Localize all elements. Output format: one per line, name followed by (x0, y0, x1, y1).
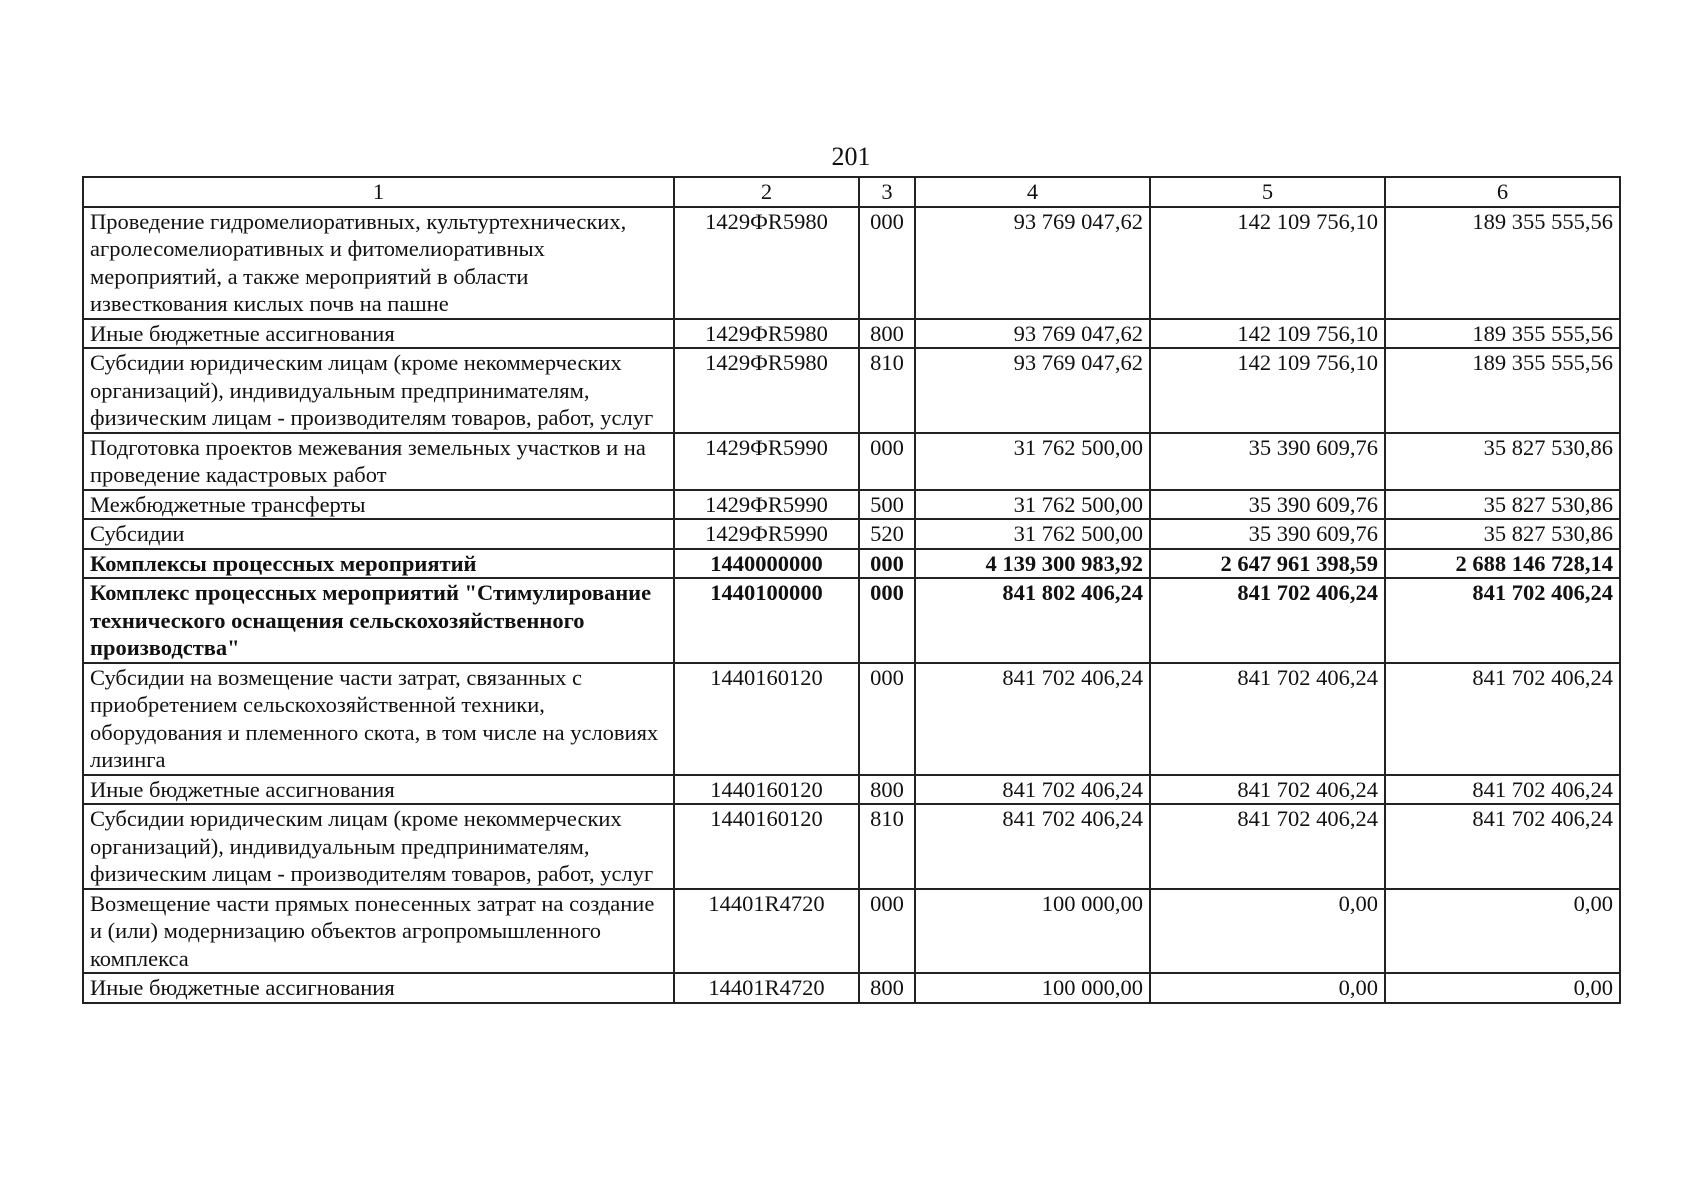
table-row (83, 804, 1620, 889)
table-row (83, 775, 1620, 805)
row-value-col4: 93 769 047,62 (915, 319, 1150, 349)
row-value-col5: 841 702 406,24 (1150, 775, 1385, 805)
row-value-col6: 189 355 555,56 (1385, 319, 1620, 349)
row-name: Межбюджетные трансферты (83, 490, 674, 520)
row-expense-type: 000 (859, 549, 915, 579)
row-value-col4: 93 769 047,62 (915, 348, 1150, 433)
row-name: Субсидии юридическим лицам (кроме некоммерческих организаций), индивидуальным предпринимателям, физическим лицам - производителям товаров, работ, услуг (83, 348, 674, 433)
row-value-col6: 0,00 (1385, 889, 1620, 974)
row-value-col5: 142 109 756,10 (1150, 207, 1385, 319)
table-row (83, 549, 1620, 579)
budget-table (82, 176, 1621, 1004)
row-value-col6: 35 827 530,86 (1385, 519, 1620, 549)
row-value-col5: 0,00 (1150, 889, 1385, 974)
row-name: Возмещение части прямых понесенных затрат на создание и (или) модернизацию объектов агропромышленного комплекса (83, 889, 674, 974)
row-name: Субсидии (83, 519, 674, 549)
row-value-col6: 189 355 555,56 (1385, 207, 1620, 319)
row-value-col5: 35 390 609,76 (1150, 433, 1385, 490)
row-value-col6: 841 702 406,24 (1385, 578, 1620, 663)
row-expense-type: 000 (859, 663, 915, 775)
header-col-6: 6 (1385, 177, 1620, 207)
row-value-col4: 4 139 300 983,92 (915, 549, 1150, 579)
header-col-4: 4 (915, 177, 1150, 207)
header-col-5: 5 (1150, 177, 1385, 207)
row-value-col6: 35 827 530,86 (1385, 433, 1620, 490)
row-expense-type: 800 (859, 775, 915, 805)
row-value-col5: 2 647 961 398,59 (1150, 549, 1385, 579)
row-expense-type: 800 (859, 319, 915, 349)
table-row (83, 207, 1620, 319)
row-code: 1429ФR5980 (674, 207, 859, 319)
row-name: Иные бюджетные ассигнования (83, 973, 674, 1003)
row-code: 1429ФR5980 (674, 319, 859, 349)
row-expense-type: 520 (859, 519, 915, 549)
row-name: Комплекс процессных мероприятий "Стимулирование технического оснащения сельскохозяйственного производства" (83, 578, 674, 663)
table-row (83, 578, 1620, 663)
table-row (83, 348, 1620, 433)
row-value-col4: 31 762 500,00 (915, 433, 1150, 490)
row-value-col6: 35 827 530,86 (1385, 490, 1620, 520)
row-value-col6: 189 355 555,56 (1385, 348, 1620, 433)
row-expense-type: 810 (859, 348, 915, 433)
row-value-col5: 142 109 756,10 (1150, 348, 1385, 433)
row-code: 1440000000 (674, 549, 859, 579)
table-row (83, 973, 1620, 1003)
row-name: Субсидии на возмещение части затрат, связанных с приобретением сельскохозяйственной техники, оборудования и племенного скота, в том числе на условиях лизинга (83, 663, 674, 775)
row-value-col4: 100 000,00 (915, 889, 1150, 974)
row-code: 1429ФR5990 (674, 519, 859, 549)
header-col-1: 1 (83, 177, 674, 207)
row-expense-type: 800 (859, 973, 915, 1003)
row-value-col6: 0,00 (1385, 973, 1620, 1003)
row-value-col5: 35 390 609,76 (1150, 519, 1385, 549)
row-value-col6: 841 702 406,24 (1385, 804, 1620, 889)
row-code: 1440160120 (674, 775, 859, 805)
row-value-col6: 841 702 406,24 (1385, 663, 1620, 775)
row-code: 14401R4720 (674, 889, 859, 974)
row-value-col4: 841 802 406,24 (915, 578, 1150, 663)
table-header (83, 177, 1620, 207)
row-value-col4: 31 762 500,00 (915, 519, 1150, 549)
row-expense-type: 000 (859, 433, 915, 490)
row-value-col5: 142 109 756,10 (1150, 319, 1385, 349)
table-body (83, 207, 1620, 1003)
row-expense-type: 500 (859, 490, 915, 520)
row-expense-type: 000 (859, 578, 915, 663)
row-value-col4: 841 702 406,24 (915, 775, 1150, 805)
row-code: 1429ФR5990 (674, 433, 859, 490)
row-code: 1429ФR5990 (674, 490, 859, 520)
row-expense-type: 000 (859, 207, 915, 319)
row-value-col5: 841 702 406,24 (1150, 578, 1385, 663)
row-name: Субсидии юридическим лицам (кроме некоммерческих организаций), индивидуальным предпринимателям, физическим лицам - производителям товаров, работ, услуг (83, 804, 674, 889)
row-name: Подготовка проектов межевания земельных участков и на проведение кадастровых работ (83, 433, 674, 490)
table-row (83, 519, 1620, 549)
row-code: 14401R4720 (674, 973, 859, 1003)
header-row (83, 177, 1620, 207)
row-value-col4: 100 000,00 (915, 973, 1150, 1003)
header-col-3: 3 (859, 177, 915, 207)
table-row (83, 889, 1620, 974)
row-code: 1440160120 (674, 804, 859, 889)
row-value-col4: 841 702 406,24 (915, 663, 1150, 775)
row-value-col6: 841 702 406,24 (1385, 775, 1620, 805)
table-row (83, 490, 1620, 520)
row-code: 1440100000 (674, 578, 859, 663)
row-name: Комплексы процессных мероприятий (83, 549, 674, 579)
row-code: 1429ФR5980 (674, 348, 859, 433)
row-name: Иные бюджетные ассигнования (83, 319, 674, 349)
table-row (83, 319, 1620, 349)
row-expense-type: 000 (859, 889, 915, 974)
table-row (83, 433, 1620, 490)
page-number (0, 142, 1698, 172)
row-value-col5: 35 390 609,76 (1150, 490, 1385, 520)
page-number-text: 201 (831, 142, 871, 171)
row-value-col4: 93 769 047,62 (915, 207, 1150, 319)
row-value-col4: 841 702 406,24 (915, 804, 1150, 889)
row-value-col6: 2 688 146 728,14 (1385, 549, 1620, 579)
row-value-col5: 841 702 406,24 (1150, 804, 1385, 889)
row-name: Проведение гидромелиоративных, культуртехнических, агролесомелиоративных и фитомелиоративных мероприятий, а также мероприятий в области известкования кислых почв на пашне (83, 207, 674, 319)
row-value-col5: 0,00 (1150, 973, 1385, 1003)
row-expense-type: 810 (859, 804, 915, 889)
row-code: 1440160120 (674, 663, 859, 775)
row-value-col5: 841 702 406,24 (1150, 663, 1385, 775)
table-row (83, 663, 1620, 775)
header-col-2: 2 (674, 177, 859, 207)
row-value-col4: 31 762 500,00 (915, 490, 1150, 520)
row-name: Иные бюджетные ассигнования (83, 775, 674, 805)
